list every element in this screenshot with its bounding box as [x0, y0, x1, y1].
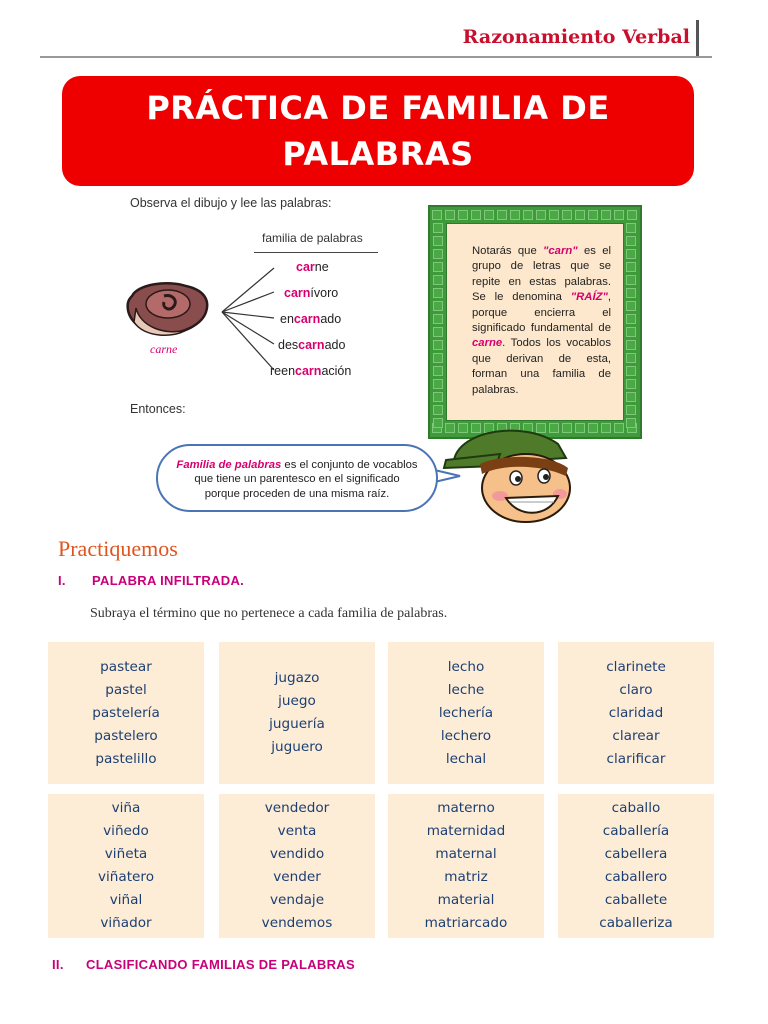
frame-tile: [626, 353, 636, 363]
frame-tile: [433, 249, 443, 259]
frame-tile: [433, 379, 443, 389]
family-word: carne: [296, 260, 329, 274]
word-item[interactable]: pastear: [100, 658, 152, 675]
family-word: descarnado: [278, 338, 346, 352]
frame-tile: [626, 236, 636, 246]
word-item[interactable]: viñeta: [104, 846, 148, 862]
frame-tile: [433, 366, 443, 376]
section-1-instruction: Subraya el término que no pertenece a cada familia de palabras.: [90, 606, 448, 621]
frame-tile: [626, 366, 636, 376]
word-item[interactable]: vendedor: [264, 800, 330, 816]
word-family-box: [48, 642, 204, 784]
observe-instruction: Observa el dibujo y lee las palabras:: [130, 196, 332, 210]
frame-tile: [626, 288, 636, 298]
word-item[interactable]: caballete: [604, 892, 668, 908]
word-item[interactable]: venta: [277, 823, 317, 839]
word-item[interactable]: vender: [273, 869, 321, 885]
word-item[interactable]: lechería: [438, 704, 494, 721]
frame-tile: [549, 210, 559, 220]
frame-tile: [626, 418, 636, 428]
frame-tile: [497, 210, 507, 220]
frame-tile: [433, 353, 443, 363]
word-item[interactable]: lechal: [445, 750, 487, 767]
word-item[interactable]: jugazo: [274, 670, 320, 686]
frame-tile: [433, 275, 443, 285]
title-banner: [62, 76, 694, 186]
family-underline: [254, 252, 378, 253]
word-item[interactable]: cabellera: [604, 846, 668, 862]
word-item[interactable]: caballero: [604, 869, 668, 885]
word-item[interactable]: claridad: [608, 704, 664, 721]
connector-lines: [218, 262, 278, 382]
frame-tile: [433, 262, 443, 272]
word-family-box: [558, 794, 714, 938]
word-item[interactable]: clarificar: [606, 750, 666, 767]
word-item[interactable]: lechero: [440, 727, 492, 744]
word-item[interactable]: pastelero: [94, 727, 158, 744]
word-item[interactable]: pastelería: [92, 704, 160, 721]
word-family-box: [219, 642, 375, 784]
header-horizontal-rule: [40, 56, 712, 58]
word-item[interactable]: caballeriza: [599, 915, 673, 931]
frame-tile: [523, 210, 533, 220]
word-item[interactable]: claro: [619, 681, 653, 698]
frame-tile: [433, 340, 443, 350]
frame-tile: [626, 327, 636, 337]
frame-tile: [445, 210, 455, 220]
word-item[interactable]: caballería: [602, 823, 670, 839]
word-family-box: [219, 794, 375, 938]
frame-tile: [614, 210, 624, 220]
family-word: reencarnación: [270, 364, 352, 378]
meat-label: carne: [150, 342, 178, 356]
word-item[interactable]: vendemos: [261, 915, 333, 931]
frame-tile: [626, 314, 636, 324]
word-item[interactable]: caballo: [611, 800, 661, 816]
frame-tile: [626, 275, 636, 285]
frame-tile: [588, 423, 598, 433]
word-item[interactable]: juego: [278, 693, 316, 709]
word-item[interactable]: juguería: [269, 716, 325, 732]
word-item[interactable]: pastel: [105, 681, 147, 698]
word-item[interactable]: maternal: [435, 846, 497, 862]
word-item[interactable]: viña: [111, 800, 141, 816]
word-item[interactable]: maternidad: [426, 823, 506, 839]
frame-tile: [433, 288, 443, 298]
section-1-heading: I. PALABRA INFILTRADA.: [58, 573, 245, 588]
root-explanation-note: Notarás que "carn" es el grupo de letras que se repite en estas palabras. Se le denomina "RAÍZ", porque encierra el significado fundamental de carne. Todos los vocablos que derivan de esta, forman una familia de palabras.: [446, 223, 624, 421]
entonces-label: Entonces:: [130, 402, 186, 416]
frame-tile: [433, 236, 443, 246]
frame-tile: [626, 301, 636, 311]
word-item[interactable]: leche: [447, 681, 485, 698]
word-family-box: [388, 794, 544, 938]
frame-tile: [433, 223, 443, 233]
frame-tile: [484, 210, 494, 220]
word-family-box: [558, 642, 714, 784]
frame-tile: [433, 301, 443, 311]
frame-tile: [614, 423, 624, 433]
boy-illustration: [440, 424, 580, 524]
page-title: PRÁCTICA DE FAMILIA DE PALABRAS: [146, 89, 610, 173]
word-item[interactable]: viñatero: [97, 869, 155, 885]
frame-tile: [601, 210, 611, 220]
frame-tile: [471, 210, 481, 220]
header-vertical-rule: [696, 20, 699, 58]
frame-tile: [626, 392, 636, 402]
family-label: familia de palabras: [262, 231, 363, 245]
word-item[interactable]: clarear: [612, 727, 660, 744]
section-2-heading: II. CLASIFICANDO FAMILIAS DE PALABRAS: [52, 957, 355, 972]
word-item[interactable]: vendaje: [269, 892, 325, 908]
word-item[interactable]: viñedo: [103, 823, 149, 839]
meat-illustration: [124, 278, 216, 342]
word-item[interactable]: viñal: [109, 892, 143, 908]
word-item[interactable]: pastelillo: [95, 750, 157, 767]
word-item[interactable]: lecho: [447, 658, 485, 675]
frame-tile: [626, 262, 636, 272]
frame-tile: [626, 223, 636, 233]
frame-tile: [627, 210, 637, 220]
word-item[interactable]: matriarcado: [424, 915, 508, 931]
frame-tile: [458, 210, 468, 220]
family-word: carnívoro: [284, 286, 339, 300]
word-item[interactable]: clarinete: [606, 658, 666, 675]
frame-tile: [433, 327, 443, 337]
frame-tile: [575, 210, 585, 220]
frame-tile: [626, 340, 636, 350]
word-family-box: [48, 794, 204, 938]
practiquemos-heading: Practiquemos: [58, 536, 178, 561]
frame-tile: [432, 210, 442, 220]
frame-tile: [510, 210, 520, 220]
word-item[interactable]: matriz: [444, 869, 488, 885]
frame-tile: [626, 405, 636, 415]
header-title: Razonamiento Verbal: [462, 26, 690, 48]
word-item[interactable]: vendido: [269, 846, 325, 862]
definition-bubble: Familia de palabras es el conjunto de vocablos que tiene un parentesco en el significado porque proceden de una misma raíz.: [156, 444, 438, 512]
frame-tile: [433, 405, 443, 415]
word-item[interactable]: juguero: [271, 739, 323, 755]
word-item[interactable]: material: [437, 892, 495, 908]
frame-tile: [433, 314, 443, 324]
frame-tile: [536, 210, 546, 220]
frame-tile: [626, 379, 636, 389]
frame-tile: [601, 423, 611, 433]
frame-tile: [588, 210, 598, 220]
word-family-box: [388, 642, 544, 784]
frame-tile: [626, 249, 636, 259]
word-item[interactable]: viñador: [100, 915, 152, 931]
word-item[interactable]: materno: [437, 800, 495, 816]
frame-tile: [562, 210, 572, 220]
frame-tile: [433, 392, 443, 402]
family-word: encarnado: [280, 312, 342, 326]
